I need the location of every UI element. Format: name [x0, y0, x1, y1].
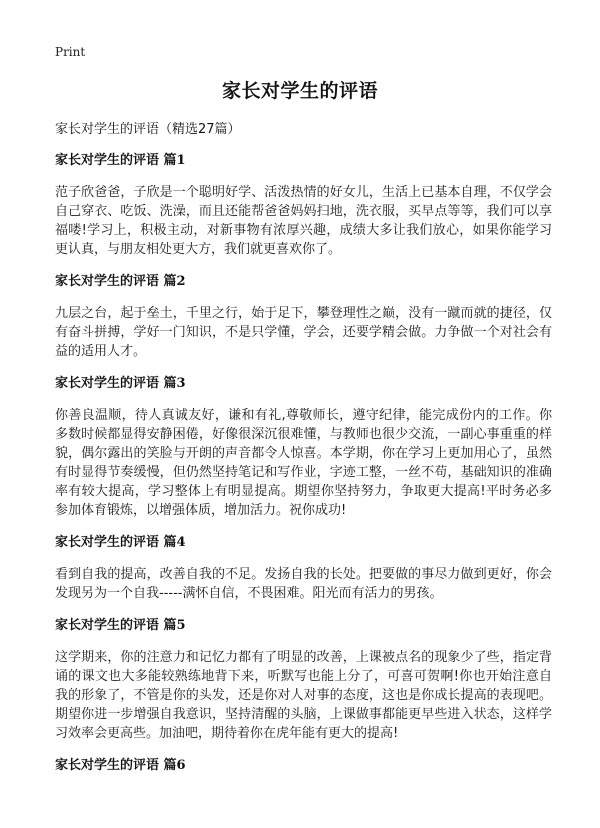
section-heading: 家长对学生的评语 篇3	[55, 376, 186, 391]
page-subtitle: 家长对学生的评语（精选27篇）	[55, 122, 241, 137]
section-heading: 家长对学生的评语 篇4	[55, 535, 186, 550]
section-heading: 家长对学生的评语 篇2	[55, 274, 186, 289]
section-6	[55, 757, 552, 774]
article-content	[55, 152, 552, 788]
section-5	[55, 617, 552, 743]
section-body: 九层之台，起于垒土，千里之行，始于足下，攀登理性之巅，没有一蹴而就的捷径，仅有奋斗拼搏，学好一门知识，不是只学懂，学会，还要学精会做。力争做一个对社会有益的适用人才。	[55, 306, 552, 359]
section-body: 看到自我的提高，改善自我的不足。发扬自我的长处。把要做的事尽力做到更好，你会发现另为一个自我-----满怀自信，不畏困难。阳光而有活力的男孩。	[55, 567, 552, 601]
section-2	[55, 273, 552, 361]
section-3	[55, 375, 552, 520]
section-body: 这学期来，你的注意力和记忆力都有了明显的改善，上课被点名的现象少了些，指定背诵的课文也大多能较熟练地背下来，听默写也能上分了，可喜可贺啊!你也开始注意自我的形象了，不管是你的头发，还是你对人对事的态度，这也是你成长提高的表现吧。期望你进一步增强自我意识，坚持清醒的头脑，上课做事都能更早些进入状态，这样学习效率会更高些。加油吧，期待着你在虎年能有更大的提高!	[55, 650, 552, 741]
section-body: 范子欣爸爸，子欣是一个聪明好学、活泼热情的好女儿，生活上已基本自理，不仅学会自己穿衣、吃饭、洗澡，而且还能帮爸爸妈妈扫地，洗衣服，买早点等等，我们可以享福喽!学习上，积极主动，对新事物有浓厚兴趣，成绩大多让我们放心，如果你能学习更认真，与朋友相处更大方，我们就更喜欢你了。	[55, 185, 552, 257]
section-body: 你善良温顺，待人真诚友好，谦和有礼,尊敬师长，遵守纪律，能完成份内的工作。你多数时候都显得安静困倦，好像很深沉很难懂，与教师也很少交流，一副心事重重的样貌，偶尔露出的笑脸与开朗的声音都令人惊喜。本学期，你在学习上更加用心了，虽然有时显得节奏缓慢，但仍然坚持笔记和写作业，字迹工整，一丝不苟，基础知识的准确率有较大提高，学习整体上有明显提高。期望你坚持努力，争取更大提高!平时务必多参加体育锻炼，以增强体质，增加活力。祝你成功!	[55, 408, 552, 518]
section-4	[55, 534, 552, 603]
section-heading: 家长对学生的评语 篇5	[55, 618, 186, 633]
section-1	[55, 152, 552, 259]
print-link[interactable]: Print	[55, 45, 86, 59]
section-heading: 家长对学生的评语 篇6	[55, 758, 186, 773]
section-heading: 家长对学生的评语 篇1	[55, 153, 186, 168]
page-title: 家长对学生的评语	[221, 80, 378, 102]
